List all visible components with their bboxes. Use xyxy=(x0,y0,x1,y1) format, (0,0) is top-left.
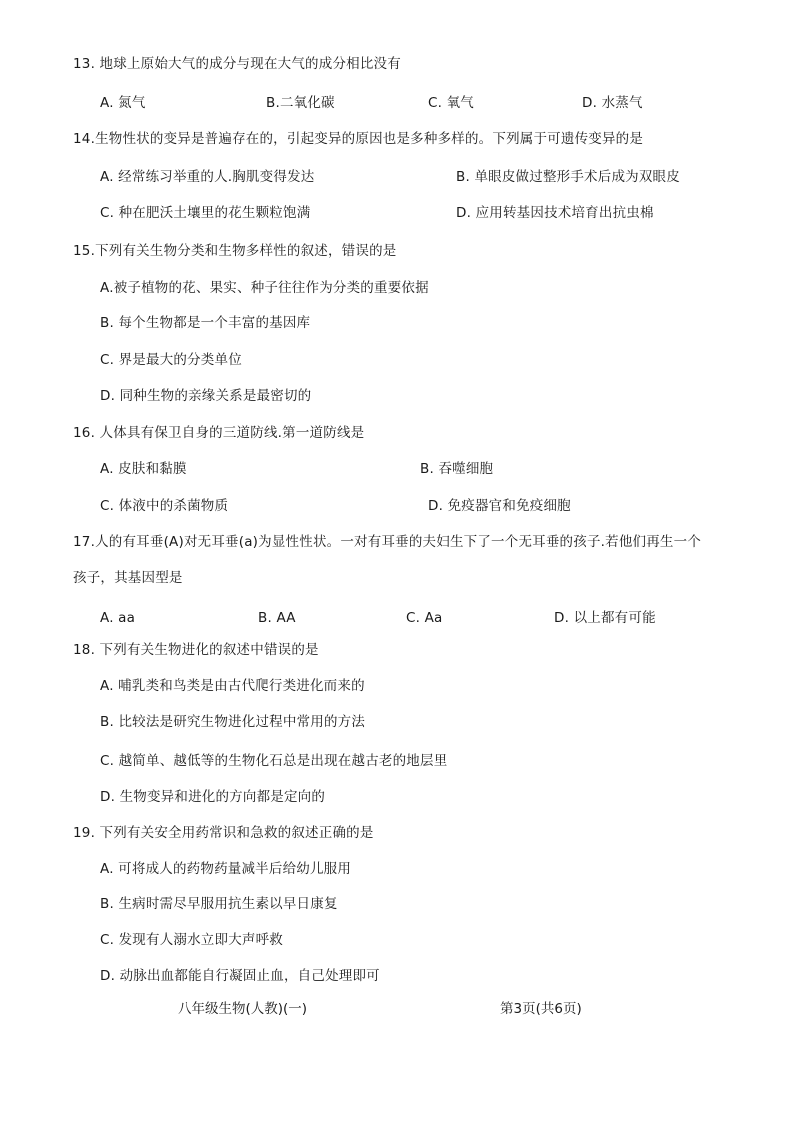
footer-page-number: 第3页(共6页) xyxy=(500,1001,582,1017)
question-18-option-c: C. 越简单、越低等的生物化石总是出现在越古老的地层里 xyxy=(100,753,448,769)
question-17-option-a: A. aa xyxy=(100,610,136,626)
question-19-stem: 19. 下列有关安全用药常识和急救的叙述正确的是 xyxy=(73,825,374,841)
question-13-option-c: C. 氧气 xyxy=(428,95,475,111)
question-15-stem: 15.下列有关生物分类和生物多样性的叙述，错误的是 xyxy=(73,243,397,259)
question-18-option-a: A. 哺乳类和鸟类是由古代爬行类进化而来的 xyxy=(100,678,365,694)
question-16-option-d: D. 免疫器官和免疫细胞 xyxy=(428,498,571,514)
question-19-option-a: A. 可将成人的药物药量减半后给幼儿服用 xyxy=(100,861,352,877)
question-15-option-a: A.被子植物的花、果实、种子往往作为分类的重要依据 xyxy=(100,280,429,296)
question-14-option-d: D. 应用转基因技术培育出抗虫棉 xyxy=(456,205,654,221)
question-16-option-b: B. 吞噬细胞 xyxy=(420,461,494,477)
question-17-option-d: D. 以上都有可能 xyxy=(554,610,656,626)
question-13-option-a: A. 氮气 xyxy=(100,95,146,111)
question-19-option-c: C. 发现有人溺水立即大声呼救 xyxy=(100,932,284,948)
question-19-option-b: B. 生病时需尽早服用抗生素以早日康复 xyxy=(100,896,338,912)
question-13-option-b: B.二氧化碳 xyxy=(266,95,335,111)
question-13-option-d: D. 水蒸气 xyxy=(582,95,643,111)
footer-subject: 八年级生物(人教)(一) xyxy=(178,1001,308,1017)
question-15-option-b: B. 每个生物都是一个丰富的基因库 xyxy=(100,315,311,331)
question-14-option-b: B. 单眼皮做过整形手术后成为双眼皮 xyxy=(456,169,680,185)
question-17-stem-continued: 孩子，其基因型是 xyxy=(73,570,183,586)
question-17-option-b: B. AA xyxy=(258,610,296,626)
question-14-option-c: C. 种在肥沃土壤里的花生颗粒饱满 xyxy=(100,205,311,221)
question-17-stem: 17.人的有耳垂(A)对无耳垂(a)为显性性状。一对有耳垂的夫妇生下了一个无耳垂的孩子.若他们再生一个 xyxy=(73,534,702,550)
question-16-stem: 16. 人体具有保卫自身的三道防线.第一道防线是 xyxy=(73,425,365,441)
question-18-option-d: D. 生物变异和进化的方向都是定向的 xyxy=(100,789,326,805)
question-19-option-d: D. 动脉出血都能自行凝固止血，自己处理即可 xyxy=(100,968,380,984)
question-14-stem: 14.生物性状的变异是普遍存在的，引起变异的原因也是多种多样的。下列属于可遗传变异的是 xyxy=(73,131,644,147)
question-15-option-c: C. 界是最大的分类单位 xyxy=(100,352,242,368)
question-16-option-c: C. 体液中的杀菌物质 xyxy=(100,498,229,514)
question-13-stem: 13. 地球上原始大气的成分与现在大气的成分相比没有 xyxy=(73,56,401,72)
question-18-stem: 18. 下列有关生物进化的叙述中错误的是 xyxy=(73,642,319,658)
question-15-option-d: D. 同种生物的亲缘关系是最密切的 xyxy=(100,388,312,404)
question-14-option-a: A. 经常练习举重的人.胸肌变得发达 xyxy=(100,169,315,185)
question-17-option-c: C. Aa xyxy=(406,610,443,626)
question-16-option-a: A. 皮肤和黏膜 xyxy=(100,461,187,477)
question-18-option-b: B. 比较法是研究生物进化过程中常用的方法 xyxy=(100,714,366,730)
